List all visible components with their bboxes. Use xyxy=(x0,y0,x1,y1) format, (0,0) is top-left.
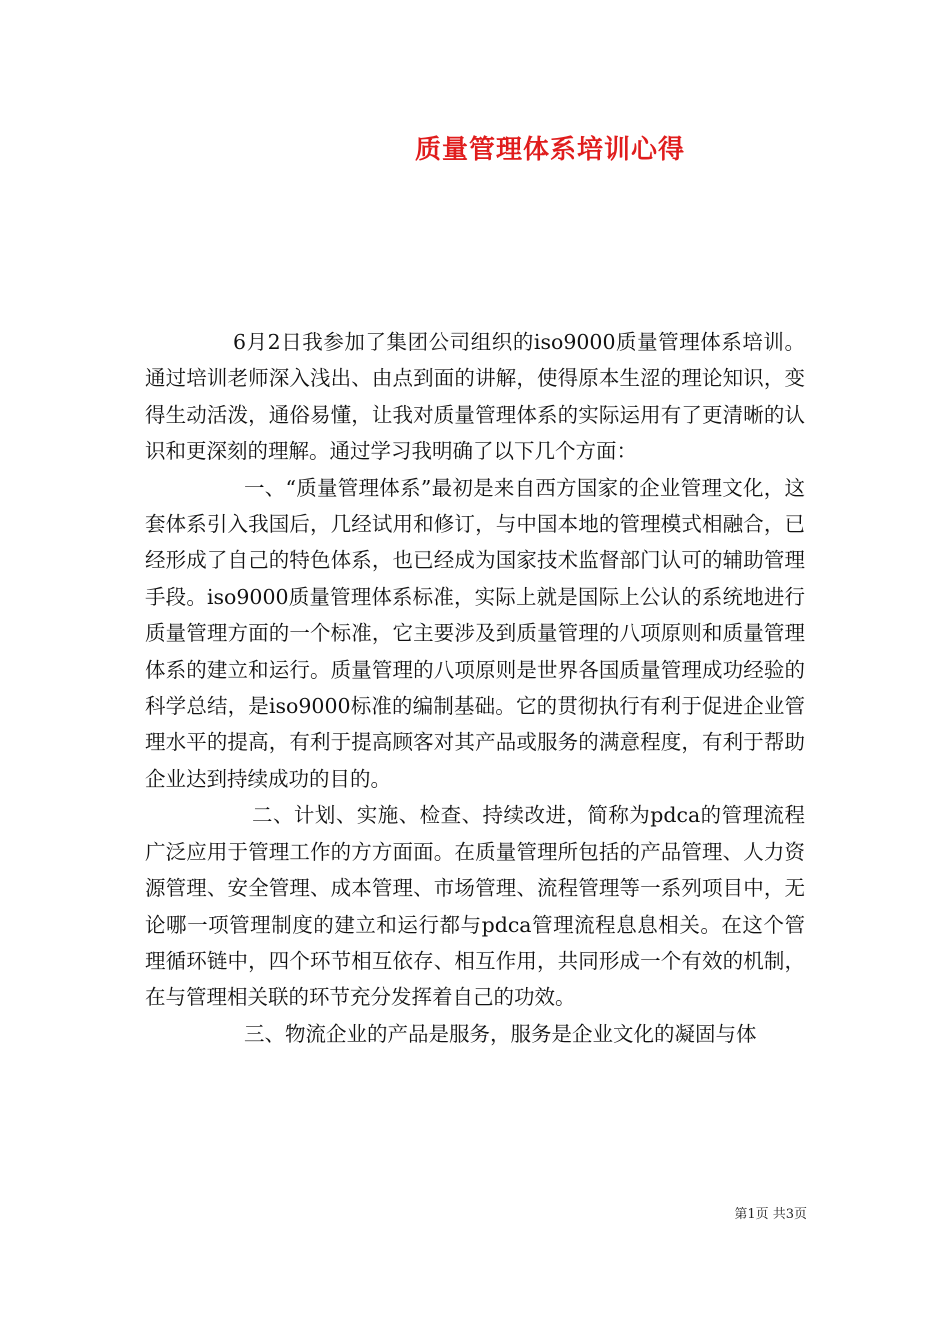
paragraph-point-three: 三、物流企业的产品是服务，服务是企业文化的凝固与体 xyxy=(244,1021,757,1046)
paragraph-point-one: 一、“质量管理体系”最初是来自西方国家的企业管理文化，这套体系引入我国后，几经试用和修订，与中国本地的管理模式相融合，已经形成了自己的特色体系，也已经成为国家技术监督部门认可的辅助管理手段。iso9000质量管理体系标准，实际上就是国际上公认的系统地进行质量管理方面的一个标准，它主要涉及到质量管理的八项原则和质量管理体系的建立和运行。质量管理的八项原则是世界各国质量管理成功经验的科学总结，是iso9000标准的编制基础。它的贯彻执行有利于促进企业管理水平的提高，有利于提高顾客对其产品或服务的满意程度，有利于帮助企业达到持续成功的目的。 xyxy=(145,475,805,791)
document-title: 质量管理体系培训心得 xyxy=(414,135,685,165)
page-number: 第1页 共3页 xyxy=(734,1207,807,1222)
paragraph-point-two: 二、计划、实施、检查、持续改进，简称为pdca的管理流程广泛应用于管理工作的方方面面。在质量管理所包括的产品管理、人力资源管理、安全管理、成本管理、市场管理、流程管理等一系列项目中，无论哪一项管理制度的建立和运行都与pdca管理流程息息相关。在这个管理循环链中，四个环节相互依存、相互作用，共同形成一个有效的机制，在与管理相关联的环节充分发挥着自己的功效。 xyxy=(145,803,805,1010)
document-body xyxy=(145,324,805,1052)
paragraph-intro: 6月2日我参加了集团公司组织的iso9000质量管理体系培训。通过培训老师深入浅出、由点到面的讲解，使得原本生涩的理论知识，变得生动活泼，通俗易懂，让我对质量管理体系的实际运用有了更清晰的认识和更深刻的理解。通过学习我明确了以下几个方面： xyxy=(145,330,805,464)
